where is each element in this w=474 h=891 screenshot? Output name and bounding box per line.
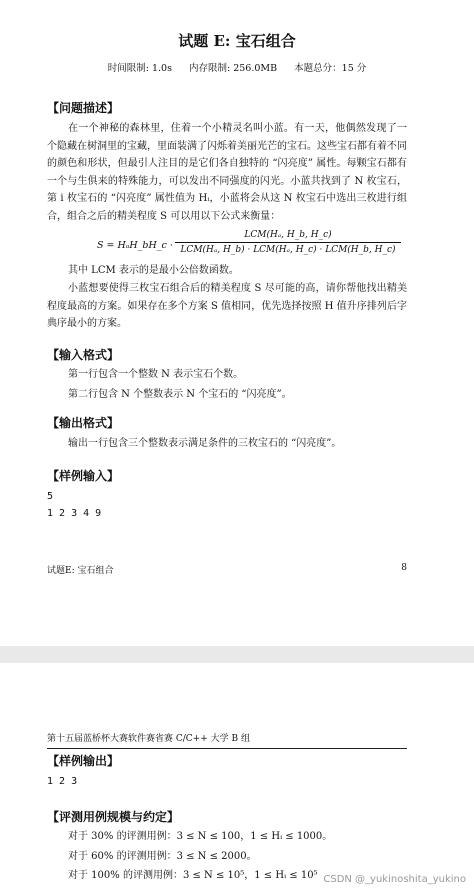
- limits-line: [0, 60, 474, 74]
- output-line-1: 输出一行包含三个整数表示满足条件的三枚宝石的 “闪亮度”。: [68, 438, 342, 449]
- sample-output-line-1: 1 2 3: [47, 776, 78, 787]
- formula-fraction: [175, 230, 401, 255]
- footer-title: 试题E: 宝石组合: [47, 566, 114, 576]
- memory-limit: 内存限制: 256.0MB: [188, 63, 278, 74]
- problem-paragraph-2: 其中 LCM 表示的是最小公倍数函数。: [68, 265, 239, 276]
- input-line-2: 第二行包含 N 个整数表示 N 个宝石的 “闪亮度”。: [68, 389, 292, 400]
- time-limit: 时间限制: 1.0s: [107, 63, 172, 74]
- constraint-1: 对于 30% 的评测用例：3 ≤ N ≤ 100，1 ≤ Hᵢ ≤ 1000。: [68, 831, 333, 842]
- page-number: 8: [401, 563, 407, 573]
- sample-input-line-1: 5: [47, 491, 54, 502]
- formula-lhs: S = HₐH_bH_c ·: [97, 240, 173, 251]
- problem-title: 试题 E: 宝石组合: [178, 32, 296, 50]
- section-heading-problem: 【问题描述】: [47, 101, 120, 115]
- section-heading-sample-input: 【样例输入】: [47, 469, 120, 483]
- section-heading-sample-output: 【样例输出】: [47, 754, 120, 768]
- constraint-2: 对于 60% 的评测用例：3 ≤ N ≤ 2000。: [68, 851, 257, 862]
- page-header: 第十五届蓝桥杯大赛软件赛省赛 C/C++ 大学 B 组: [47, 731, 407, 749]
- watermark: CSDN @_yukinoshita_yukino: [323, 874, 466, 885]
- section-heading-constraints: 【评测用例规模与约定】: [47, 810, 180, 824]
- formula-numerator: LCM(Hₐ, H_b, H_c): [175, 230, 401, 243]
- total-score: 本题总分：15 分: [294, 63, 367, 74]
- section-heading-output: 【输出格式】: [47, 416, 120, 430]
- constraint-3: 对于 100% 的评测用例：3 ≤ N ≤ 10⁵，1 ≤ Hᵢ ≤ 10⁵: [68, 870, 318, 881]
- problem-paragraph-3: 小蓝想要使得三枚宝石组合后的精美程度 S 尽可能的高，请你帮他找出精美程度最高的方案。如果存在多个方案 S 值相同，优先选择按照 H 值升序排列后字典序最小的方案。: [47, 283, 407, 329]
- formula-denominator: LCM(Hₐ, H_b) · LCM(Hₐ, H_c) · LCM(H_b, H_c): [180, 245, 396, 255]
- problem-paragraph-1: 在一个神秘的森林里，住着一个小精灵名叫小蓝。有一天，他偶然发现了一个隐藏在树洞里的宝藏，里面装满了闪烁着美丽光芒的宝石。这些宝石都有着不同的颜色和形状，但最引人注目的是它们各自独特的 “闪亮度” 属性。每颗宝石都有一个与生俱来的特殊能力，可以发出不同强度的闪光。小蓝共找到了 N 枚宝石，第 i 枚宝石的 “闪亮度” 属性值为 Hᵢ，小蓝将会从这 N 枚宝石中选出三枚进行组合，组合之后的精美程度 S 可以用以下公式来衡量：: [47, 123, 407, 222]
- section-heading-input: 【输入格式】: [47, 348, 120, 362]
- input-line-1: 第一行包含一个整数 N 表示宝石个数。: [68, 369, 244, 380]
- sample-input-line-2: 1 2 3 4 9: [47, 508, 102, 519]
- page-separator: [0, 646, 474, 663]
